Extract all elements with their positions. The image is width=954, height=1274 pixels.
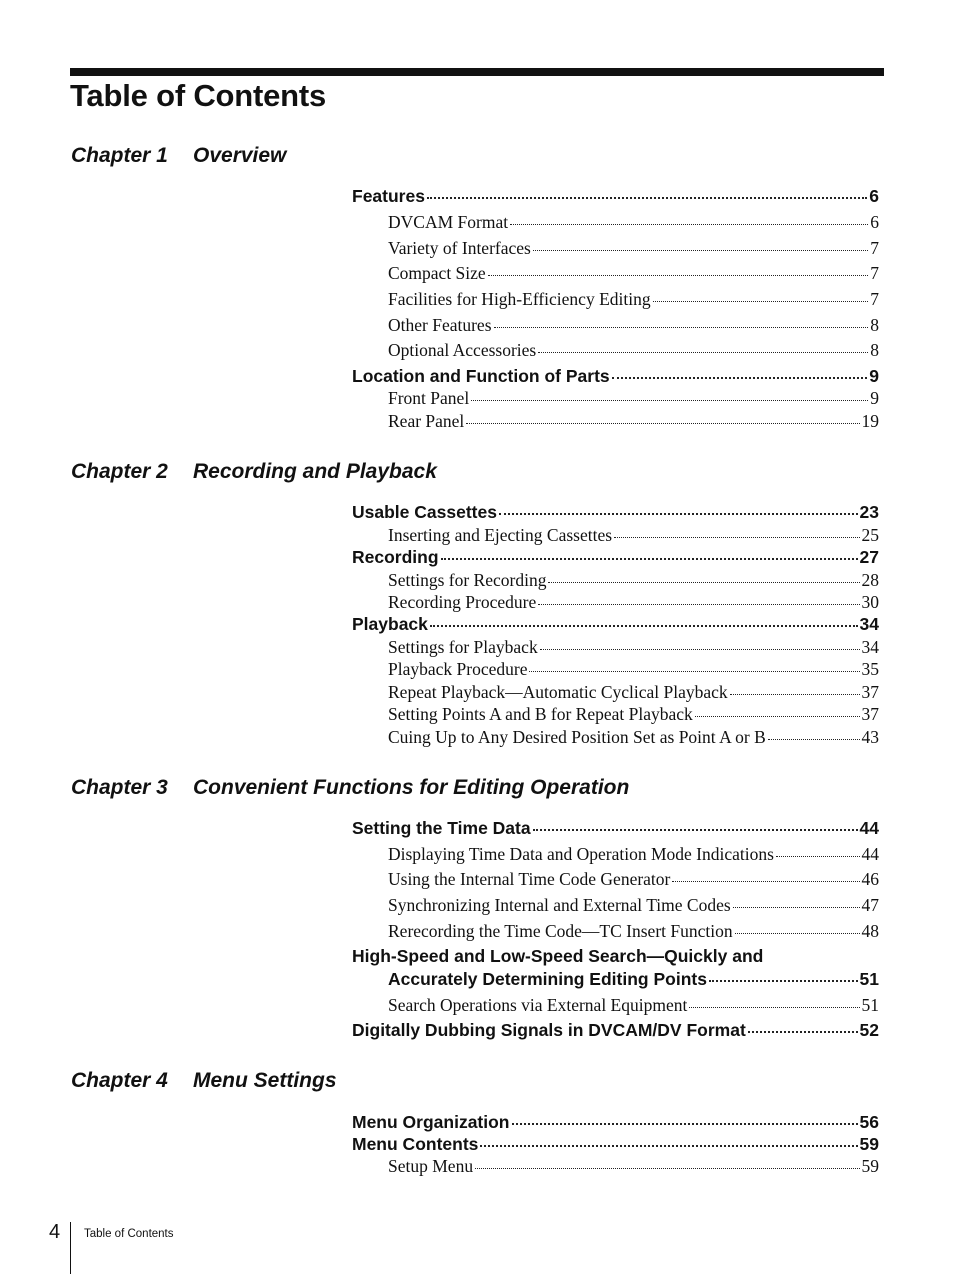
dot-leader [672, 881, 859, 882]
dot-leader [512, 1123, 858, 1125]
dot-leader [475, 1168, 859, 1169]
toc-title: Features [352, 186, 425, 206]
toc-page: 44 [861, 844, 879, 864]
dot-leader [510, 224, 868, 225]
dot-leader [709, 980, 858, 982]
chapter-number: Chapter 1 [71, 144, 168, 167]
toc-page: 30 [861, 592, 879, 612]
toc-subsection[interactable] [388, 263, 879, 284]
toc-subsection[interactable] [388, 682, 879, 703]
toc-title: Repeat Playback—Automatic Cyclical Playback [388, 682, 728, 702]
dot-leader [733, 907, 860, 908]
toc-title: Rerecording the Time Code—TC Insert Function [388, 921, 733, 941]
dot-leader [494, 327, 869, 328]
toc-section-line1[interactable]: High-Speed and Low-Speed Search—Quickly and [352, 946, 764, 966]
toc-page: 7 [870, 238, 879, 258]
dot-leader [538, 604, 859, 605]
dot-leader [441, 558, 858, 560]
toc-page: 8 [870, 340, 879, 360]
toc-page: 59 [859, 1134, 879, 1154]
chapter-2-heading [71, 460, 437, 484]
dot-leader [689, 1007, 859, 1008]
toc-subsection[interactable] [388, 388, 879, 409]
dot-leader [612, 377, 868, 379]
toc-page: 7 [870, 289, 879, 309]
dot-leader [466, 423, 859, 424]
toc-page: 51 [861, 995, 879, 1015]
toc-title: Settings for Recording [388, 570, 547, 590]
toc-title: Menu Organization [352, 1112, 510, 1132]
toc-title: Synchronizing Internal and External Time Codes [388, 895, 731, 915]
chapter-number: Chapter 4 [71, 1069, 168, 1092]
toc-title: Digitally Dubbing Signals in DVCAM/DV Format [352, 1020, 746, 1040]
toc-title: Playback Procedure [388, 659, 528, 679]
toc-page: 47 [861, 895, 879, 915]
toc-page: 28 [861, 570, 879, 590]
toc-subsection[interactable] [388, 570, 879, 591]
toc-page: 9 [870, 388, 879, 408]
toc-subsection[interactable] [388, 659, 879, 680]
toc-page: 48 [861, 921, 879, 941]
chapter-title: Overview [193, 144, 287, 167]
toc-title: Other Features [388, 315, 492, 335]
dot-leader [499, 513, 858, 515]
toc-title: Playback [352, 614, 428, 634]
toc-section[interactable] [352, 1020, 879, 1041]
toc-title: Rear Panel [388, 411, 465, 431]
toc-subsection[interactable] [388, 238, 879, 259]
toc-page: 44 [859, 818, 879, 838]
toc-page: 37 [861, 682, 879, 702]
dot-leader [480, 1145, 857, 1147]
toc-page: 34 [859, 614, 879, 634]
toc-page: 7 [870, 263, 879, 283]
toc-title: Variety of Interfaces [388, 238, 531, 258]
toc-page: 25 [861, 525, 879, 545]
toc-section[interactable] [388, 969, 879, 990]
dot-leader [540, 649, 860, 650]
toc-page: 27 [859, 547, 879, 567]
toc-section[interactable] [352, 547, 879, 568]
toc-page: 23 [859, 502, 879, 522]
toc-title: Optional Accessories [388, 340, 537, 360]
toc-title: Recording [352, 547, 439, 567]
toc-subsection[interactable] [388, 995, 879, 1016]
toc-page: 34 [861, 637, 879, 657]
toc-title: Usable Cassettes [352, 502, 497, 522]
toc-title: Menu Contents [352, 1134, 479, 1154]
toc-title: Location and Function of Parts [352, 366, 610, 386]
chapter-title: Recording and Playback [193, 460, 437, 483]
toc-page: 52 [859, 1020, 879, 1040]
toc-title: Accurately Determining Editing Points [388, 969, 707, 989]
toc-subsection[interactable] [388, 869, 879, 890]
toc-page: 43 [861, 727, 879, 747]
toc-title: Recording Procedure [388, 592, 537, 612]
toc-page: 9 [869, 366, 879, 386]
dot-leader [471, 400, 868, 401]
toc-subsection[interactable] [388, 895, 879, 916]
toc-subsection[interactable] [388, 315, 879, 336]
dot-leader [730, 694, 860, 695]
toc-subsection[interactable] [388, 727, 879, 748]
toc-page: 37 [861, 704, 879, 724]
footer-label: Table of Contents [84, 1228, 174, 1240]
toc-section[interactable] [352, 366, 879, 387]
toc-section[interactable] [352, 614, 879, 635]
toc-page: 51 [859, 969, 879, 989]
dot-leader [735, 933, 860, 934]
toc-subsection[interactable] [388, 637, 879, 658]
toc-page: 6 [869, 186, 879, 206]
toc-page: 8 [870, 315, 879, 335]
dot-leader [533, 829, 858, 831]
toc-section[interactable] [352, 186, 879, 207]
toc-section[interactable] [352, 1112, 879, 1133]
dot-leader [430, 625, 858, 627]
toc-section[interactable] [352, 1134, 879, 1155]
dot-leader [748, 1031, 858, 1033]
toc-subsection[interactable] [388, 1156, 879, 1177]
toc-subsection[interactable] [388, 592, 879, 613]
toc-subsection[interactable] [388, 525, 879, 546]
toc-title: Search Operations via External Equipment [388, 995, 688, 1015]
toc-page: 46 [861, 869, 879, 889]
toc-title: Front Panel [388, 388, 470, 408]
toc-title: Facilities for High-Efficiency Editing [388, 289, 651, 309]
toc-title: DVCAM Format [388, 212, 509, 232]
dot-leader [695, 716, 860, 717]
chapter-3-heading [71, 776, 629, 800]
toc-title: Inserting and Ejecting Cassettes [388, 525, 613, 545]
top-rule [70, 68, 884, 76]
toc-title: Setting Points A and B for Repeat Playback [388, 704, 693, 724]
toc-page: 6 [870, 212, 879, 232]
dot-leader [614, 537, 859, 538]
dot-leader [533, 250, 868, 251]
dot-leader [529, 671, 859, 672]
toc-section[interactable] [352, 818, 879, 839]
dot-leader [768, 739, 860, 740]
toc-subsection[interactable] [388, 921, 879, 942]
toc-page: 19 [861, 411, 879, 431]
dot-leader [548, 582, 859, 583]
toc-page: 35 [861, 659, 879, 679]
chapter-title: Convenient Functions for Editing Operation [193, 776, 630, 799]
toc-title: Displaying Time Data and Operation Mode Indications [388, 844, 774, 864]
dot-leader [488, 275, 869, 276]
chapter-1-heading [71, 144, 286, 168]
toc-page: 59 [861, 1156, 879, 1176]
toc-subsection[interactable] [388, 411, 879, 432]
toc-subsection[interactable] [388, 340, 879, 361]
chapter-number: Chapter 2 [71, 460, 168, 483]
toc-title: Settings for Playback [388, 637, 538, 657]
toc-section[interactable] [352, 502, 879, 523]
toc-title: Setup Menu [388, 1156, 474, 1176]
dot-leader [538, 352, 868, 353]
page-title: Table of Contents [70, 78, 327, 113]
dot-leader [776, 856, 860, 857]
dot-leader [653, 301, 869, 302]
chapter-number: Chapter 3 [71, 776, 168, 799]
toc-title: Compact Size [388, 263, 486, 283]
footer-rule [70, 1222, 71, 1274]
chapter-title: Menu Settings [193, 1069, 337, 1092]
toc-title: Cuing Up to Any Desired Position Set as Point A or B [388, 727, 766, 747]
footer-page-number: 4 [49, 1221, 61, 1243]
chapter-4-heading [71, 1069, 337, 1093]
toc-page: 56 [859, 1112, 879, 1132]
toc-subsection[interactable] [388, 289, 879, 310]
toc-subsection[interactable] [388, 844, 879, 865]
toc-title: Setting the Time Data [352, 818, 531, 838]
toc-subsection[interactable] [388, 212, 879, 233]
toc-title: Using the Internal Time Code Generator [388, 869, 671, 889]
toc-subsection[interactable] [388, 704, 879, 725]
dot-leader [427, 197, 867, 199]
